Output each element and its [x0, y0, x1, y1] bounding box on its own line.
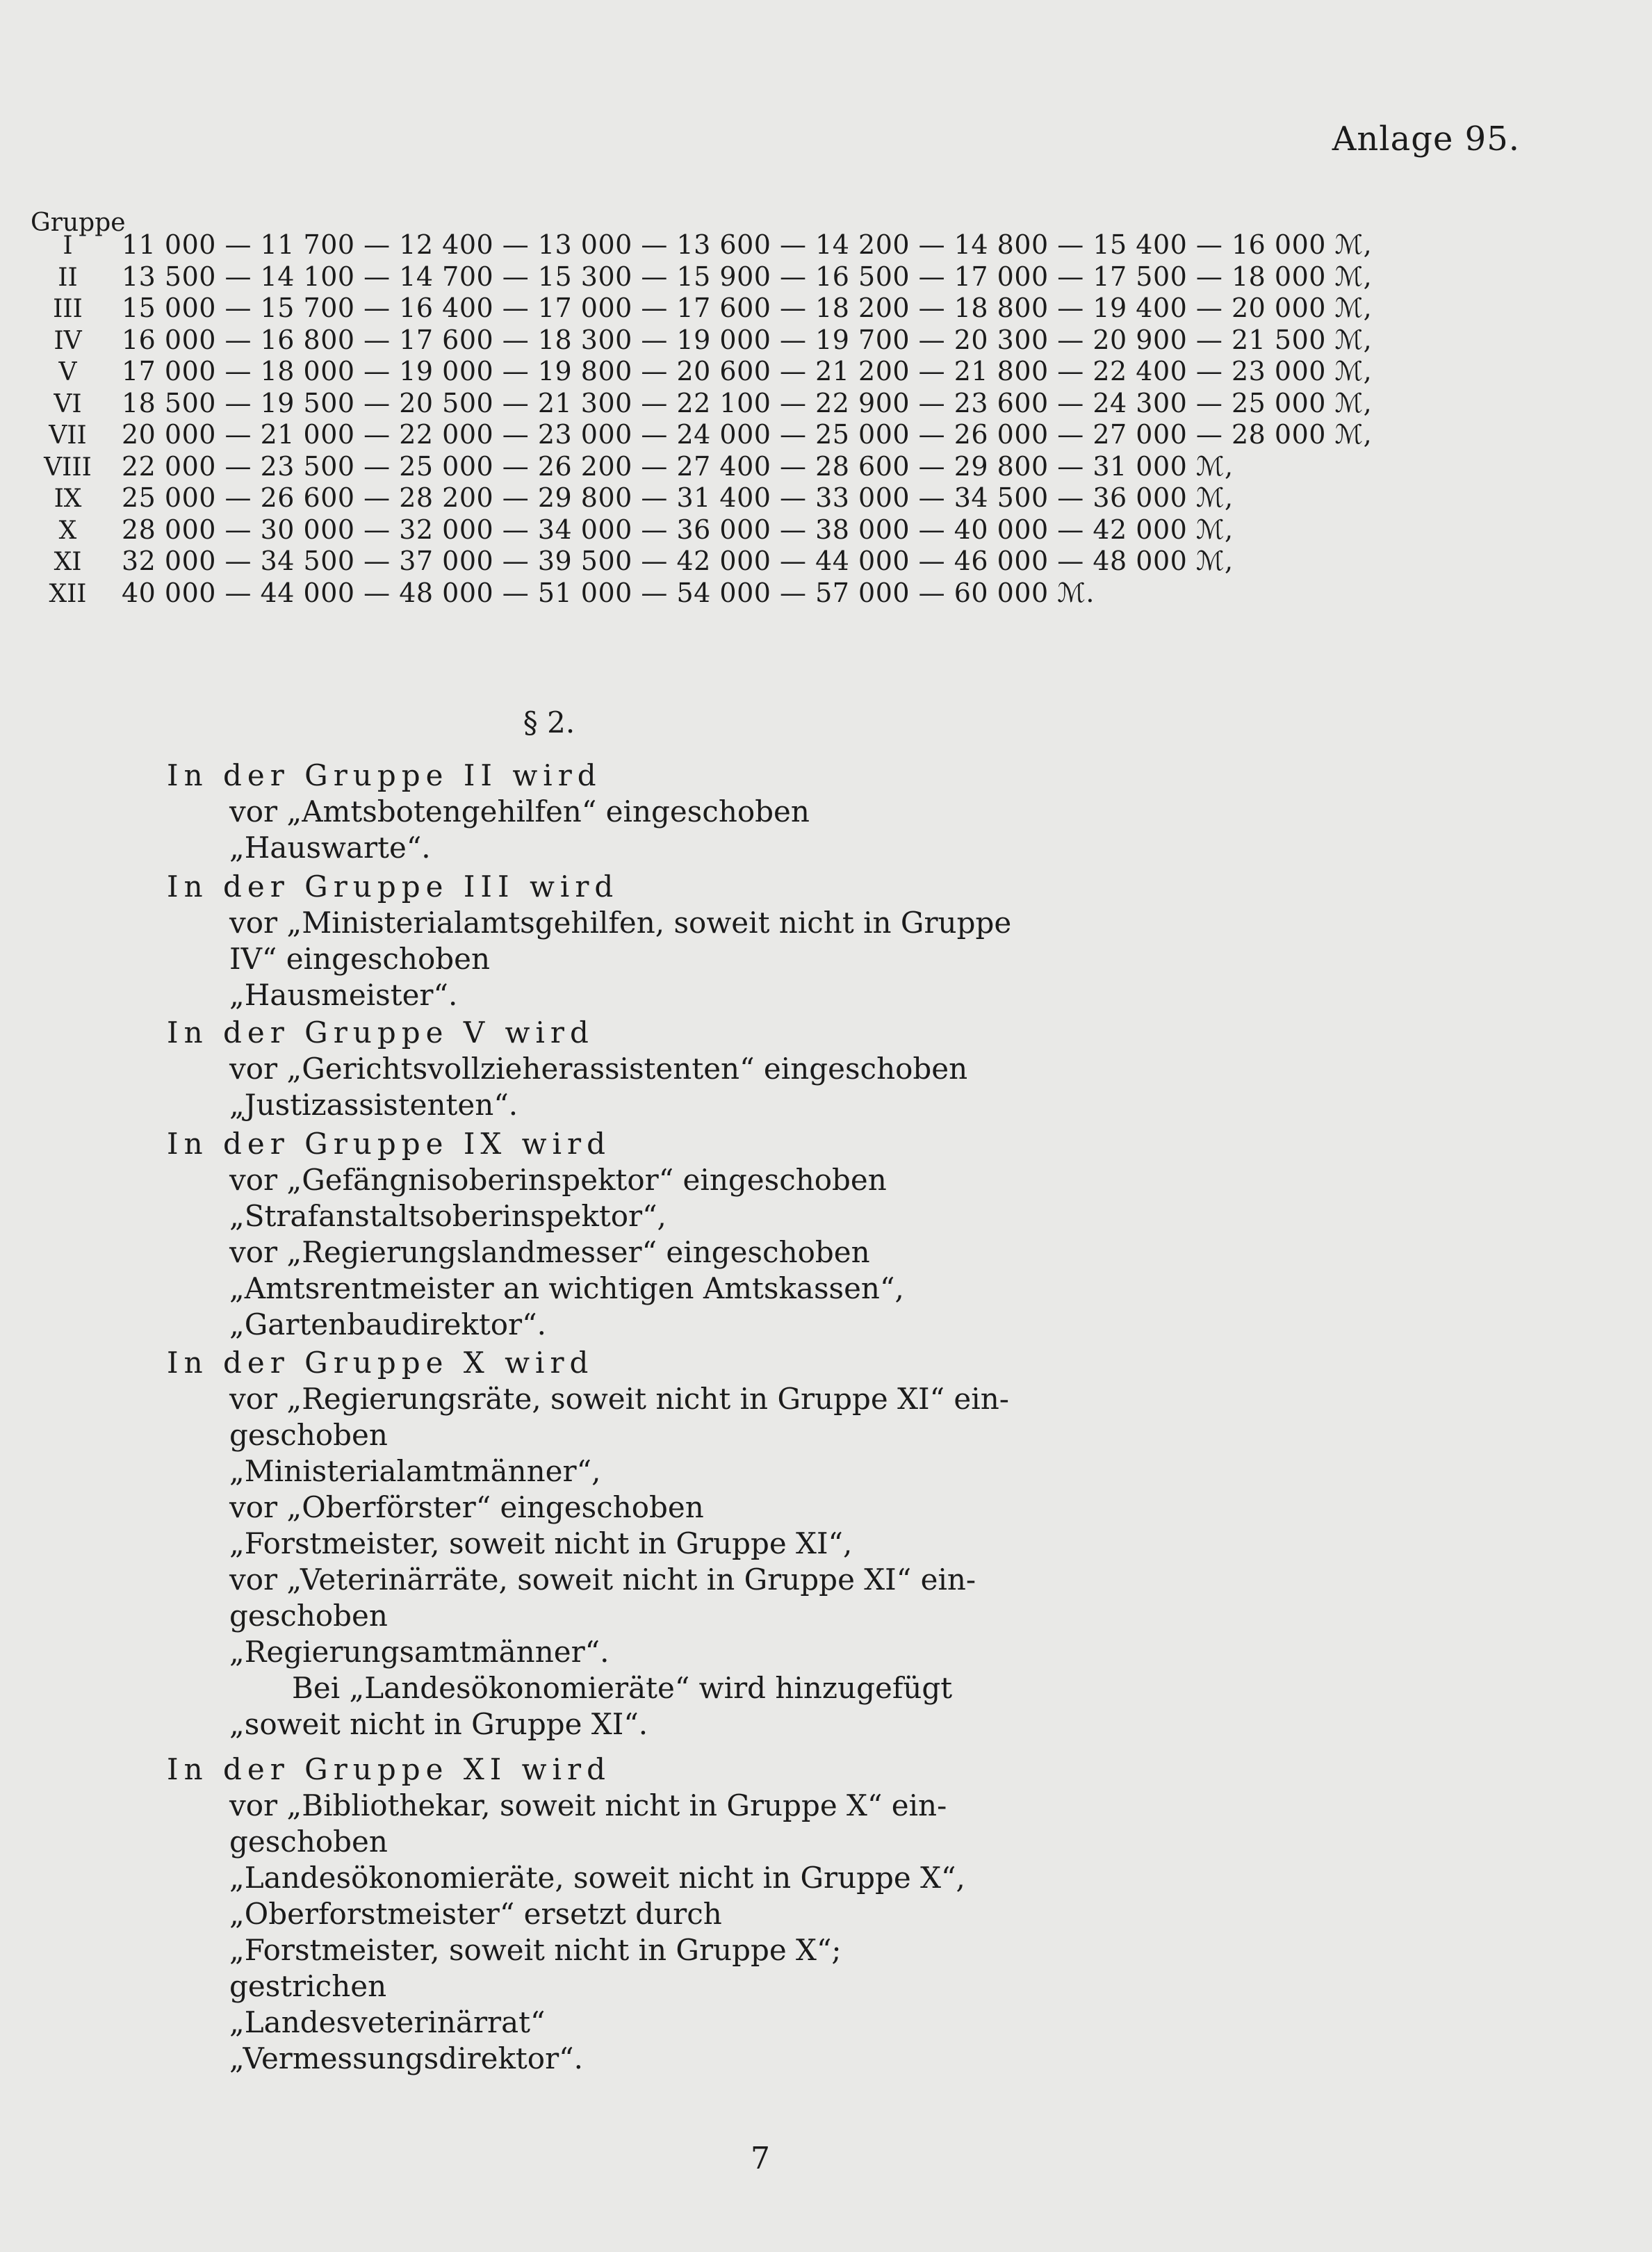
- group-numeral: I: [63, 231, 73, 260]
- text-line: „Forstmeister, soweit nicht in Gruppe XI“,: [229, 1526, 853, 1560]
- group-numeral: VIII: [44, 452, 92, 482]
- text-line: IV“ eingeschoben: [229, 942, 491, 976]
- text-line: „soweit nicht in Gruppe XI“.: [229, 1707, 648, 1741]
- text-line: In der Gruppe III wird: [167, 870, 619, 904]
- text-line: vor „Regierungslandmesser“ eingeschoben: [229, 1235, 870, 1269]
- text-line: In der Gruppe X wird: [167, 1346, 594, 1380]
- group-numeral: III: [53, 295, 83, 323]
- text-line: geschoben: [229, 1599, 388, 1633]
- text-line: gestrichen: [229, 1969, 387, 2003]
- text-line: In der Gruppe V wird: [167, 1015, 594, 1050]
- table-row: [42, 482, 1372, 514]
- table-row: [42, 451, 1372, 483]
- group-numeral: VII: [49, 421, 87, 450]
- text-line: „Forstmeister, soweit nicht in Gruppe X“;: [229, 1933, 842, 1967]
- text-line: „Gartenbaudirektor“.: [229, 1307, 546, 1341]
- salary-scale: 17 000 — 18 000 — 19 000 — 19 800 — 20 600 — 21 200 — 21 800 — 22 400 — 23 000 ℳ,: [122, 356, 1373, 386]
- text-line: „Vermessungsdirektor“.: [229, 2041, 583, 2075]
- text-line: vor „Regierungsräte, soweit nicht in Gruppe XI“ ein-: [229, 1382, 1009, 1416]
- table-row: [42, 261, 1372, 293]
- annex-label: Anlage 95.: [1332, 120, 1520, 158]
- paragraph-title: § 2.: [523, 705, 575, 740]
- salary-scale: 11 000 — 11 700 — 12 400 — 13 000 — 13 600 — 14 200 — 14 800 — 15 400 — 16 000 ℳ,: [122, 229, 1373, 260]
- amendment-section: [167, 1126, 904, 1343]
- group-numeral: IV: [54, 326, 82, 355]
- table-row: [42, 229, 1372, 261]
- table-group-heading: Gruppe: [31, 209, 126, 237]
- text-line: „Landesökonomieräte, soweit nicht in Gruppe X“,: [229, 1861, 965, 1895]
- table-row: [42, 388, 1372, 420]
- text-line: Bei „Landesökonomieräte“ wird hinzugefügt: [292, 1671, 953, 1705]
- table-row: [42, 356, 1372, 388]
- group-numeral: XI: [54, 548, 82, 576]
- amendment-section: [167, 1345, 1009, 1743]
- text-line: „Regierungsamtmänner“.: [229, 1635, 610, 1669]
- group-numeral: X: [58, 516, 77, 545]
- text-line: vor „Gefängnisoberinspektor“ eingeschoben: [229, 1163, 887, 1197]
- table-row: [42, 514, 1372, 546]
- salary-scale: 13 500 — 14 100 — 14 700 — 15 300 — 15 900 — 16 500 — 17 000 — 17 500 — 18 000 ℳ,: [122, 261, 1373, 292]
- table-row: [42, 325, 1372, 357]
- text-line: „Oberforstmeister“ ersetzt durch: [229, 1897, 722, 1931]
- text-line: „Amtsrentmeister an wichtigen Amtskassen“,: [229, 1271, 904, 1305]
- text-line: „Ministerialamtmänner“,: [229, 1454, 601, 1488]
- group-numeral: V: [58, 358, 77, 386]
- text-line: „Justizassistenten“.: [229, 1088, 518, 1122]
- group-numeral: II: [58, 263, 78, 292]
- text-line: geschoben: [229, 1418, 388, 1452]
- text-line: geschoben: [229, 1825, 388, 1859]
- salary-table: [42, 229, 1372, 609]
- text-line: „Hausmeister“.: [229, 978, 458, 1012]
- group-numeral: IX: [54, 484, 82, 513]
- group-numeral: VI: [54, 389, 82, 418]
- text-line: vor „Ministerialamtsgehilfen, soweit nicht in Gruppe: [229, 906, 1012, 940]
- amendment-section: [167, 758, 810, 866]
- text-line: vor „Oberförster“ eingeschoben: [229, 1490, 704, 1524]
- page-number: 7: [751, 2141, 770, 2176]
- salary-scale: 32 000 — 34 500 — 37 000 — 39 500 — 42 000 — 44 000 — 46 000 — 48 000 ℳ,: [122, 546, 1234, 576]
- text-line: „Strafanstaltsoberinspektor“,: [229, 1199, 666, 1233]
- salary-scale: 28 000 — 30 000 — 32 000 — 34 000 — 36 000 — 38 000 — 40 000 — 42 000 ℳ,: [122, 514, 1234, 545]
- table-row: [42, 293, 1372, 325]
- text-line: In der Gruppe XI wird: [167, 1752, 612, 1786]
- text-line: vor „Amtsbotengehilfen“ eingeschoben: [229, 794, 810, 829]
- text-line: vor „Veterinärräte, soweit nicht in Gruppe XI“ ein-: [229, 1562, 976, 1597]
- text-line: vor „Bibliothekar, soweit nicht in Gruppe X“ ein-: [229, 1788, 947, 1822]
- text-line: „Hauswarte“.: [229, 831, 431, 865]
- salary-scale: 25 000 — 26 600 — 28 200 — 29 800 — 31 400 — 33 000 — 34 500 — 36 000 ℳ,: [122, 482, 1234, 513]
- amendment-section: [167, 1015, 967, 1123]
- salary-scale: 20 000 — 21 000 — 22 000 — 23 000 — 24 000 — 25 000 — 26 000 — 27 000 — 28 000 ℳ,: [122, 419, 1373, 450]
- table-row: [42, 578, 1372, 610]
- amendment-section: [167, 1752, 965, 2077]
- salary-scale: 18 500 — 19 500 — 20 500 — 21 300 — 22 100 — 22 900 — 23 600 — 24 300 — 25 000 ℳ,: [122, 387, 1373, 418]
- amendment-section: [167, 869, 1011, 1013]
- text-line: vor „Gerichtsvollzieherassistenten“ eingeschoben: [229, 1052, 968, 1086]
- table-row: [42, 546, 1372, 578]
- salary-scale: 15 000 — 15 700 — 16 400 — 17 000 — 17 600 — 18 200 — 18 800 — 19 400 — 20 000 ℳ,: [122, 293, 1373, 323]
- salary-scale: 22 000 — 23 500 — 25 000 — 26 200 — 27 400 — 28 600 — 29 800 — 31 000 ℳ,: [122, 450, 1234, 482]
- group-numeral: XII: [49, 579, 87, 608]
- text-line: In der Gruppe IX wird: [167, 1127, 612, 1161]
- salary-scale: 40 000 — 44 000 — 48 000 — 51 000 — 54 000 — 57 000 — 60 000 ℳ.: [122, 577, 1095, 608]
- table-row: [42, 419, 1372, 451]
- text-line: In der Gruppe II wird: [167, 758, 602, 792]
- salary-scale: 16 000 — 16 800 — 17 600 — 18 300 — 19 000 — 19 700 — 20 300 — 20 900 — 21 500 ℳ,: [122, 324, 1373, 355]
- text-line: „Landesveterinärrat“: [229, 2005, 546, 2039]
